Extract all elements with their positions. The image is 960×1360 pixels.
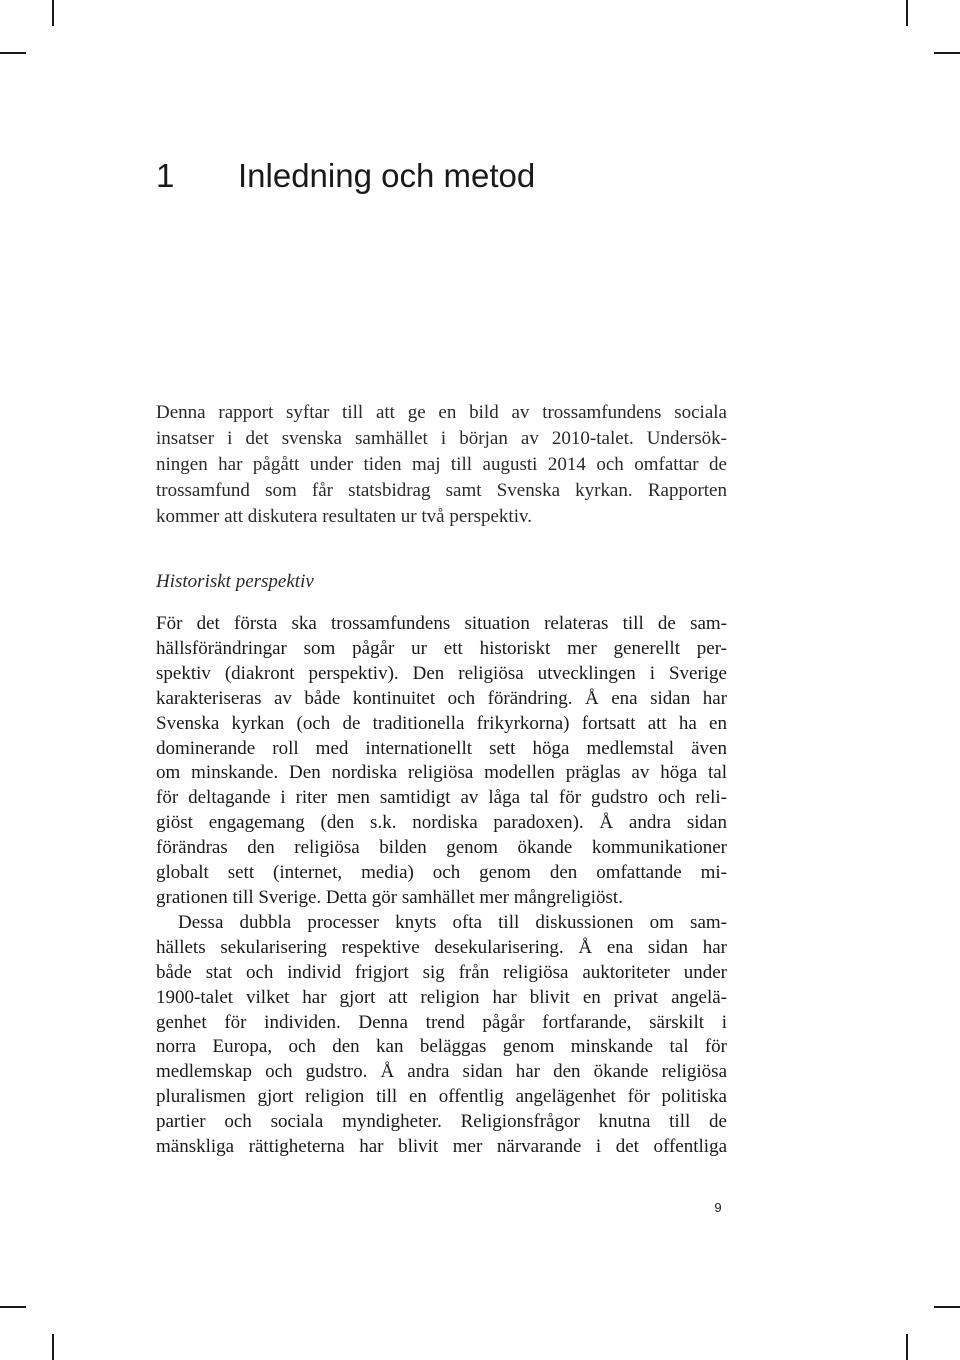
- body-line: grationen till Sverige. Detta gör samhället mer mångreligiöst.: [156, 886, 623, 908]
- intro-line: Denna rapport syftar till att ge en bild av trossamfundens sociala: [156, 402, 727, 423]
- body-line: medlemskap och gudstro. Å andra sidan har den ökande religiösa: [156, 1061, 727, 1083]
- body-line: partier och sociala myndigheter. Religionsfrågor knutna till de: [156, 1111, 727, 1133]
- intro-line: insatser i det svenska samhället i början av 2010-talet. Undersök-: [156, 428, 727, 449]
- crop-mark-bottom-left: [52, 1334, 54, 1360]
- body-line: 1900-talet vilket har gjort att religion har blivit en privat angelä-: [156, 986, 727, 1008]
- body-line: dominerande roll med internationellt sett höga medlemstal även: [156, 737, 727, 759]
- intro-line: trossamfund som får statsbidrag samt Svenska kyrkan. Rapporten: [156, 480, 727, 501]
- section-body: [156, 612, 727, 1160]
- body-line: om minskande. Den nordiska religiösa modellen präglas av höga tal: [156, 762, 727, 784]
- body-line: för deltagande i riter men samtidigt av låga tal för gudstro och reli-: [156, 787, 727, 809]
- body-line: pluralismen gjort religion till en offentlig angelägenhet för politiska: [156, 1086, 727, 1108]
- section-heading: Historiskt perspektiv: [156, 571, 314, 592]
- body-line: Dessa dubbla processer knyts ofta till diskussionen om sam-: [178, 911, 727, 933]
- body-line: För det första ska trossamfundens situation relateras till de sam-: [156, 613, 727, 634]
- body-line: både stat och individ frigjort sig från religiösa auktoriteter under: [156, 961, 727, 983]
- intro-paragraph: [156, 400, 727, 530]
- body-line: karakteriseras av både kontinuitet och förändring. Å ena sidan har: [156, 687, 727, 709]
- chapter-title: Inledning och metod: [238, 157, 536, 194]
- body-line: spektiv (diakront perspektiv). Den religiösa utvecklingen i Sverige: [156, 662, 727, 684]
- crop-mark-top-left-horizontal: [0, 52, 26, 54]
- chapter-number: 1: [156, 157, 175, 194]
- crop-mark-bottom-right: [906, 1334, 908, 1360]
- body-line: förändras den religiösa bilden genom ökande kommunikationer: [156, 837, 727, 859]
- crop-mark-top-left: [52, 0, 54, 26]
- body-line: Svenska kyrkan (och de traditionella frikyrkorna) fortsatt att ha en: [156, 712, 727, 734]
- body-line: globalt sett (internet, media) och genom den omfattande mi-: [156, 862, 727, 884]
- body-line: mänskliga rättigheterna har blivit mer närvarande i det offentliga: [156, 1136, 727, 1158]
- body-line: norra Europa, och den kan beläggas genom minskande tal för: [156, 1036, 727, 1058]
- intro-line: ningen har pågått under tiden maj till augusti 2014 och omfattar de: [156, 454, 727, 475]
- body-line: hällsförändringar som pågår ur ett historiskt mer generellt per-: [156, 637, 727, 659]
- page-number: 9: [714, 1200, 722, 1215]
- body-line: hällets sekularisering respektive desekularisering. Å ena sidan har: [156, 936, 727, 958]
- body-line: giöst engagemang (den s.k. nordiska paradoxen). Å andra sidan: [156, 812, 727, 834]
- crop-mark-bottom-right-horizontal: [934, 1306, 960, 1308]
- intro-line: kommer att diskutera resultaten ur två perspektiv.: [156, 506, 533, 527]
- chapter-heading: [156, 154, 535, 198]
- body-line: genhet för individen. Denna trend pågår fortfarande, särskilt i: [156, 1011, 727, 1033]
- crop-mark-bottom-left-horizontal: [0, 1306, 26, 1308]
- crop-mark-top-right-horizontal: [934, 52, 960, 54]
- crop-mark-top-right: [906, 0, 908, 26]
